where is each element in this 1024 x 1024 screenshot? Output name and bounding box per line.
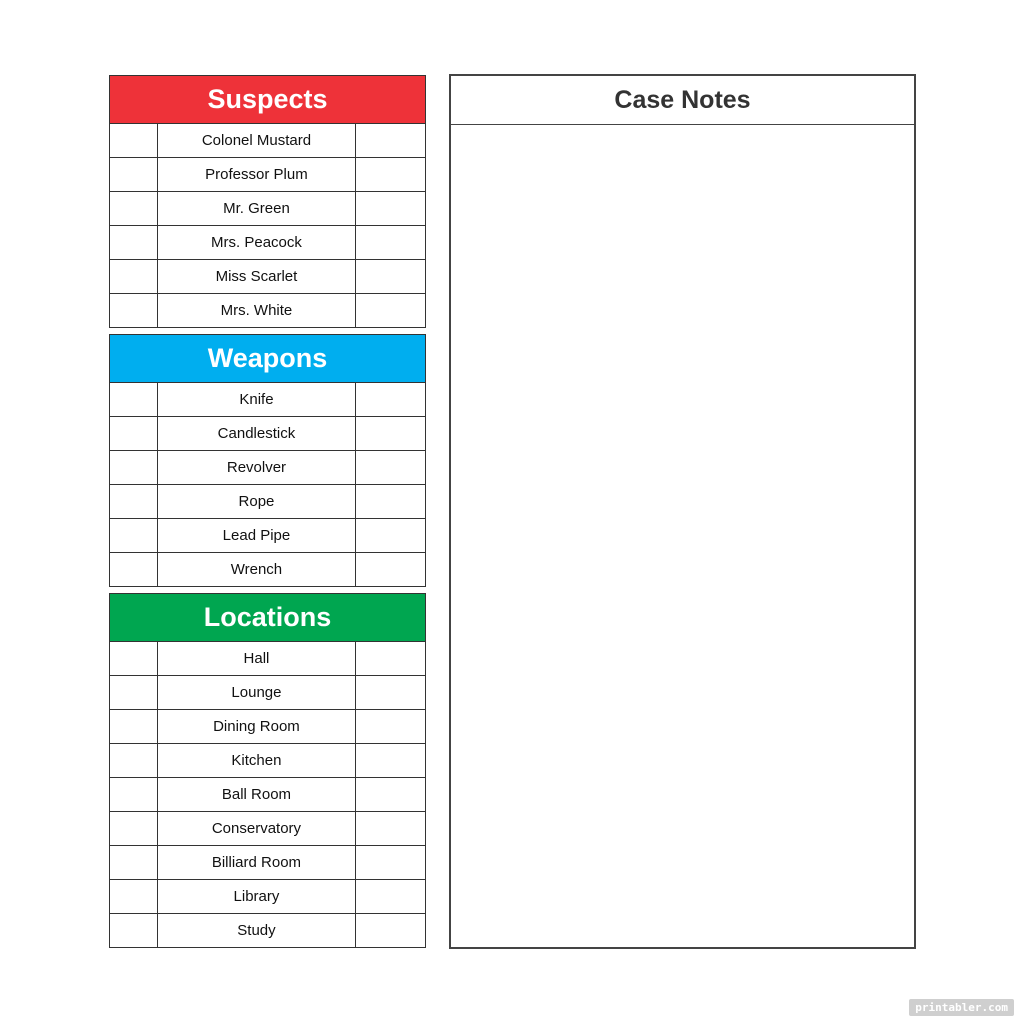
table-row xyxy=(110,192,426,226)
checkbox-cell[interactable] xyxy=(110,383,158,417)
weapons-table xyxy=(109,382,426,587)
location-name: Dining Room xyxy=(158,710,356,744)
mark-cell[interactable] xyxy=(355,676,425,710)
locations-section xyxy=(109,593,426,948)
weapon-name: Wrench xyxy=(158,553,356,587)
checkbox-cell[interactable] xyxy=(110,812,158,846)
table-row xyxy=(110,846,426,880)
checkbox-cell[interactable] xyxy=(110,880,158,914)
weapon-name: Knife xyxy=(158,383,356,417)
checkbox-cell[interactable] xyxy=(110,158,158,192)
table-row xyxy=(110,451,426,485)
table-row xyxy=(110,642,426,676)
weapon-name: Lead Pipe xyxy=(158,519,356,553)
table-row xyxy=(110,226,426,260)
checkbox-cell[interactable] xyxy=(110,778,158,812)
mark-cell[interactable] xyxy=(355,383,425,417)
table-row xyxy=(110,676,426,710)
table-row xyxy=(110,485,426,519)
mark-cell[interactable] xyxy=(355,553,425,587)
table-row xyxy=(110,260,426,294)
weapon-name: Candlestick xyxy=(158,417,356,451)
checkbox-cell[interactable] xyxy=(110,519,158,553)
weapon-name: Revolver xyxy=(158,451,356,485)
checkbox-cell[interactable] xyxy=(110,417,158,451)
case-notes-panel xyxy=(449,74,916,949)
checkbox-cell[interactable] xyxy=(110,226,158,260)
table-row xyxy=(110,383,426,417)
mark-cell[interactable] xyxy=(355,880,425,914)
checkbox-cell[interactable] xyxy=(110,642,158,676)
checkbox-cell[interactable] xyxy=(110,676,158,710)
weapons-header: Weapons xyxy=(109,334,426,382)
mark-cell[interactable] xyxy=(355,519,425,553)
table-row xyxy=(110,880,426,914)
suspects-table xyxy=(109,123,426,328)
suspect-name: Mrs. Peacock xyxy=(158,226,356,260)
table-row xyxy=(110,744,426,778)
table-row xyxy=(110,914,426,948)
suspect-name: Mrs. White xyxy=(158,294,356,328)
location-name: Kitchen xyxy=(158,744,356,778)
suspect-name: Miss Scarlet xyxy=(158,260,356,294)
mark-cell[interactable] xyxy=(355,260,425,294)
checkbox-cell[interactable] xyxy=(110,914,158,948)
watermark: printabler.com xyxy=(909,999,1014,1016)
location-name: Ball Room xyxy=(158,778,356,812)
location-name: Study xyxy=(158,914,356,948)
mark-cell[interactable] xyxy=(355,158,425,192)
checkbox-cell[interactable] xyxy=(110,846,158,880)
mark-cell[interactable] xyxy=(355,846,425,880)
table-row xyxy=(110,294,426,328)
weapons-section xyxy=(109,334,426,587)
table-row xyxy=(110,710,426,744)
location-name: Library xyxy=(158,880,356,914)
location-name: Conservatory xyxy=(158,812,356,846)
locations-table xyxy=(109,641,426,948)
weapon-name: Rope xyxy=(158,485,356,519)
checkbox-cell[interactable] xyxy=(110,124,158,158)
suspects-header: Suspects xyxy=(109,75,426,123)
location-name: Billiard Room xyxy=(158,846,356,880)
table-row xyxy=(110,519,426,553)
mark-cell[interactable] xyxy=(355,451,425,485)
location-name: Lounge xyxy=(158,676,356,710)
suspect-name: Professor Plum xyxy=(158,158,356,192)
case-notes-title: Case Notes xyxy=(451,76,914,125)
checkbox-cell[interactable] xyxy=(110,192,158,226)
checkbox-cell[interactable] xyxy=(110,710,158,744)
table-row xyxy=(110,553,426,587)
checkbox-cell[interactable] xyxy=(110,553,158,587)
checkbox-cell[interactable] xyxy=(110,294,158,328)
table-row xyxy=(110,812,426,846)
mark-cell[interactable] xyxy=(355,778,425,812)
suspect-name: Colonel Mustard xyxy=(158,124,356,158)
table-row xyxy=(110,158,426,192)
mark-cell[interactable] xyxy=(355,192,425,226)
checkbox-cell[interactable] xyxy=(110,485,158,519)
mark-cell[interactable] xyxy=(355,294,425,328)
suspects-section xyxy=(109,75,426,328)
location-name: Hall xyxy=(158,642,356,676)
mark-cell[interactable] xyxy=(355,744,425,778)
table-row xyxy=(110,417,426,451)
table-row xyxy=(110,124,426,158)
checkbox-cell[interactable] xyxy=(110,260,158,294)
mark-cell[interactable] xyxy=(355,485,425,519)
mark-cell[interactable] xyxy=(355,710,425,744)
mark-cell[interactable] xyxy=(355,124,425,158)
locations-header: Locations xyxy=(109,593,426,641)
checkbox-cell[interactable] xyxy=(110,451,158,485)
mark-cell[interactable] xyxy=(355,226,425,260)
mark-cell[interactable] xyxy=(355,417,425,451)
case-notes-area[interactable] xyxy=(451,125,914,947)
suspect-name: Mr. Green xyxy=(158,192,356,226)
mark-cell[interactable] xyxy=(355,914,425,948)
mark-cell[interactable] xyxy=(355,812,425,846)
mark-cell[interactable] xyxy=(355,642,425,676)
table-row xyxy=(110,778,426,812)
checkbox-cell[interactable] xyxy=(110,744,158,778)
